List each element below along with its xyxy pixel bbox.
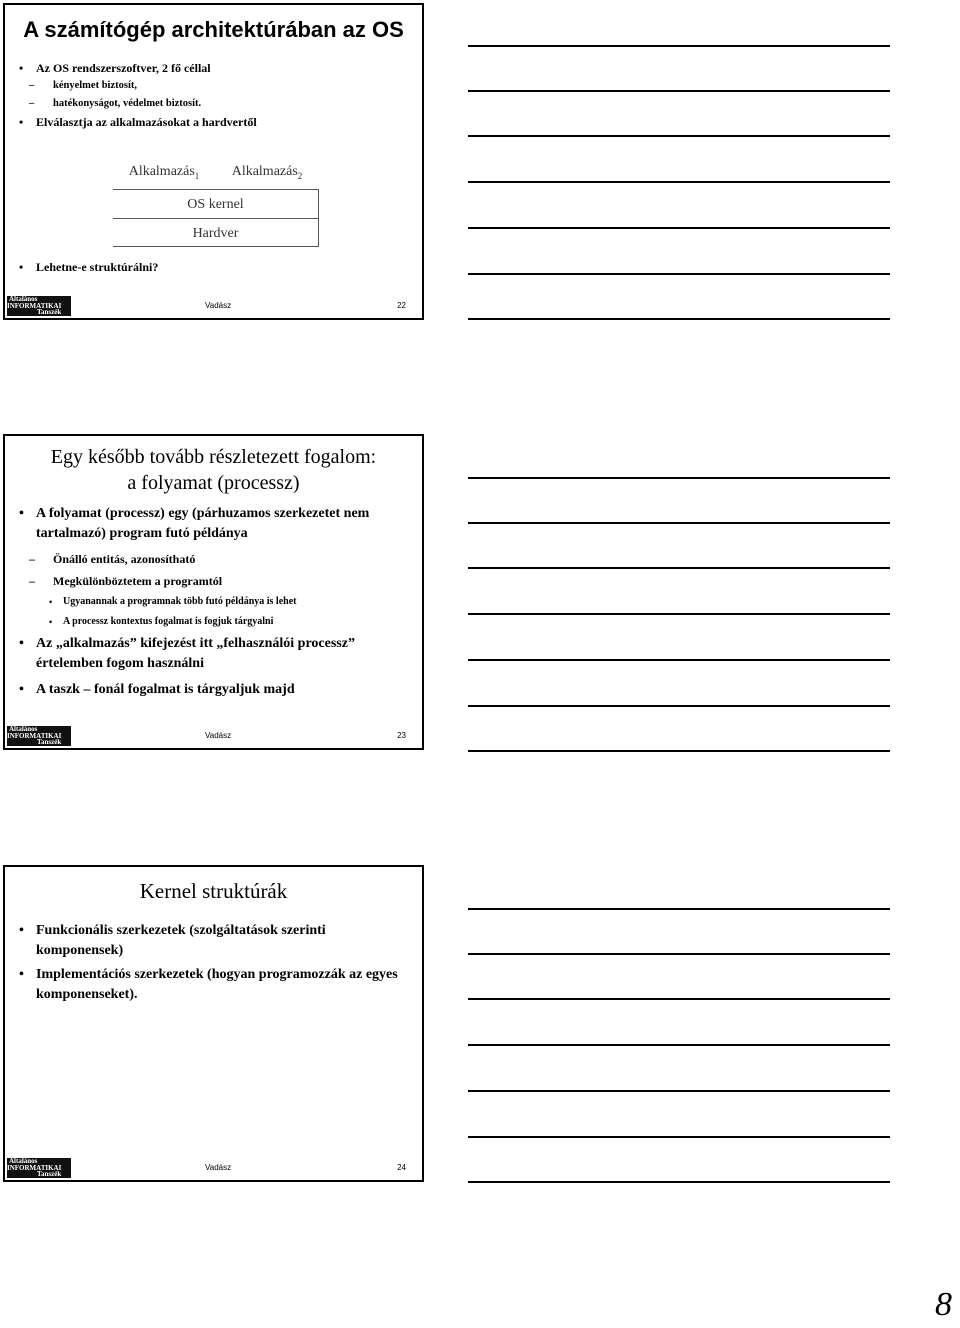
list-item: – Önálló entitás, azonosítható	[19, 548, 412, 570]
app1-sub: 1	[194, 170, 200, 181]
slide-title	[5, 444, 422, 496]
list-item: • Az OS rendszerszoftver, 2 fő céllal	[19, 59, 412, 77]
list-item: • Ugyanannak a programnak több futó példánya is lehet	[19, 592, 412, 612]
list-item: • A folyamat (processz) egy (párhuzamos szerkezetet nem tartalmazó) program futó példánya	[19, 504, 412, 544]
app1-box	[113, 153, 216, 190]
title-line-2: a folyamat (processz)	[127, 472, 300, 494]
department-logo: Általános INFORMATIKAI Tanszék	[7, 296, 71, 316]
footer-author: Vadász	[205, 301, 232, 310]
slide-title: A számítógép architektúrában az OS	[23, 17, 404, 42]
os-layer-diagram	[113, 153, 319, 247]
footer-author: Vadász	[205, 731, 232, 740]
app1-label: Alkalmazás	[128, 164, 195, 179]
slide-23	[3, 434, 424, 750]
department-logo: Általános INFORMATIKAI Tanszék	[7, 1158, 71, 1178]
slide-footer	[5, 296, 422, 318]
department-logo: Általános INFORMATIKAI Tanszék	[7, 726, 71, 746]
slide-footer	[5, 1158, 422, 1180]
title-line-1: Egy később tovább részletezett fogalom:	[50, 446, 377, 468]
app2-sub: 2	[297, 170, 303, 181]
list-item: • A taszk – fonál fogalmat is tárgyaljuk majd	[19, 680, 412, 700]
list-item: • Elválasztja az alkalmazásokat a hardvertől	[19, 113, 412, 131]
bullet-list-2	[19, 257, 412, 277]
bullet-list	[19, 921, 412, 1005]
list-item: – hatékonyságot, védelmet biztosít.	[19, 95, 412, 113]
slide-title: Kernel struktúrák	[139, 879, 288, 903]
list-item: • Implementációs szerkezetek (hogyan programozzák az egyes komponenseket).	[19, 965, 412, 1005]
app2-label: Alkalmazás	[231, 164, 298, 179]
slide-number: 22	[397, 301, 406, 310]
list-item: • Lehetne-e struktúrálni?	[19, 257, 412, 277]
bullet-list	[19, 59, 412, 131]
list-item: • Az „alkalmazás” kifejezést itt „felhasználói processz” értelemben fogom használni	[19, 634, 412, 674]
kernel-box	[113, 189, 319, 219]
hardware-label: Hardver	[192, 226, 239, 241]
footer-author: Vadász	[205, 1163, 232, 1172]
list-item: – kényelmet biztosít,	[19, 77, 412, 95]
slide-number: 23	[397, 731, 406, 740]
list-item: • A processz kontextus fogalmat is fogjuk tárgyalni	[19, 612, 412, 632]
slide-footer	[5, 726, 422, 748]
app2-box	[215, 153, 319, 190]
hardware-box	[113, 218, 319, 247]
kernel-label: OS kernel	[187, 197, 244, 212]
slide-22	[3, 3, 424, 320]
slide-24	[3, 865, 424, 1182]
page-number: 8	[935, 1286, 952, 1323]
list-item: – Megkülönböztetem a programtól	[19, 570, 412, 592]
slide-number: 24	[397, 1163, 406, 1172]
list-item: • Funkcionális szerkezetek (szolgáltatások szerinti komponensek)	[19, 921, 412, 961]
bullet-list	[19, 504, 412, 700]
